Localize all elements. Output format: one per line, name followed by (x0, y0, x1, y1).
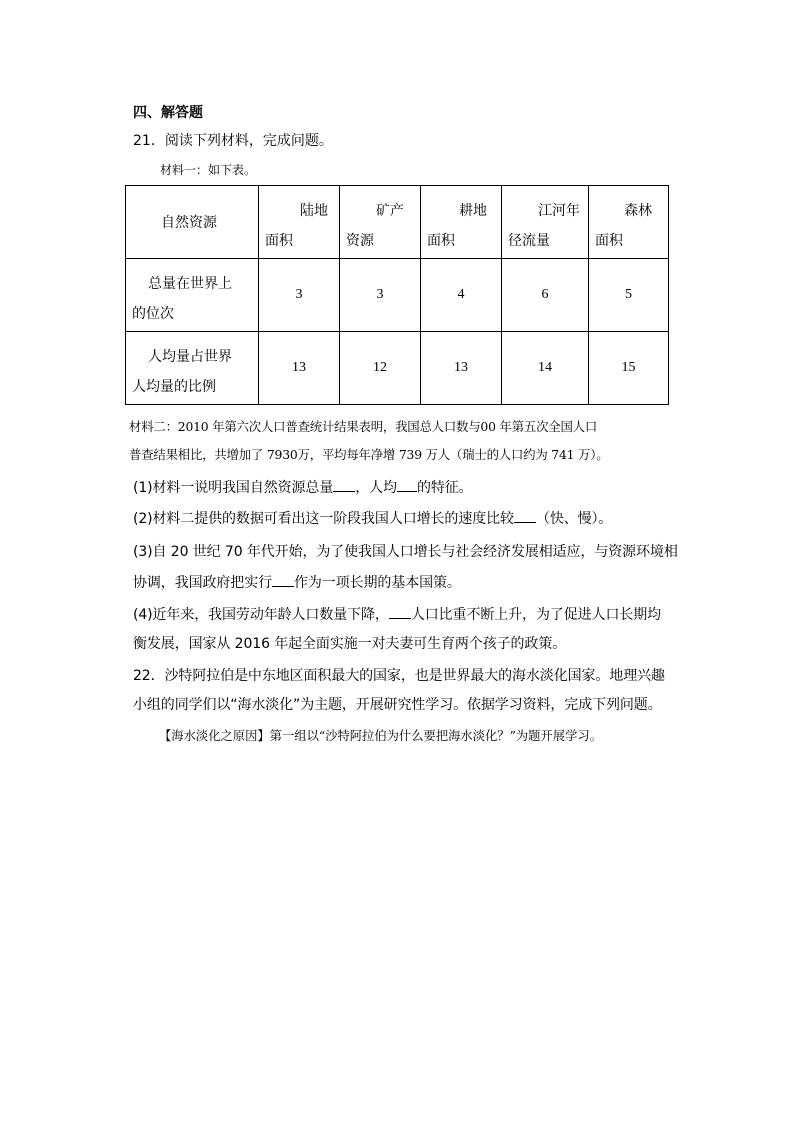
sub-question-4-line-2: 衡发展，国家从 2016 年起全面实施一对夫妻可生育两个孩子的政策。 (133, 636, 567, 652)
table-header-cell: 自然资源 (161, 215, 217, 231)
table-cell: 3 (340, 259, 421, 332)
table-cell: 15 (589, 332, 669, 405)
table-row-label: 人均量占世界 人均量的比例 (132, 349, 232, 395)
material-2-line-1: 材料二：2010 年第六次人口普查统计结果表明，我国总人口数与00 年第五次全国人口 (129, 419, 598, 434)
sub-question-4-line-1: (4)近年来，我国劳动年龄人口数量下降， 人口比重不断上升，为了促进人口长期均 (133, 607, 662, 623)
sub-question-2: (2)材料二提供的数据可看出这一阶段我国人口增长的速度比较 （快、慢）。 (133, 511, 613, 527)
natural-resources-table (125, 185, 669, 405)
table-header-cell: 矿产 资源 (346, 203, 404, 249)
table-cell: 13 (421, 332, 502, 405)
table-header-cell: 陆地 面积 (265, 203, 328, 249)
table-cell: 4 (421, 259, 502, 332)
table-cell: 6 (502, 259, 589, 332)
sub-question-3-line-2: 协调，我国政府把实行 作为一项长期的基本国策。 (133, 575, 461, 591)
question-22-line-2: 小组的同学们以“海水淡化”为主题，开展研究性学习。依据学习资料，完成下列问题。 (133, 697, 662, 713)
table-cell: 14 (502, 332, 589, 405)
table-cell: 5 (589, 259, 669, 332)
table-row (126, 332, 669, 405)
sub-question-3-line-1: (3)自 20 世纪 70 年代开始，为了使我国人口增长与社会经济发展相适应，与资源环境相 (133, 544, 678, 560)
question-22-line-3: 【海水淡化之原因】第一组以“沙特阿拉伯为什么要把海水淡化？”为题开展学习。 (159, 729, 602, 743)
answer-blank[interactable] (272, 573, 294, 587)
table-header-cell: 江河年 径流量 (508, 203, 580, 249)
table-header-row (126, 186, 669, 259)
table-header-cell: 森林 面积 (595, 203, 652, 249)
table-cell: 12 (340, 332, 421, 405)
table-cell: 3 (259, 259, 340, 332)
table-row-label: 总量在世界上 的位次 (132, 276, 232, 322)
answer-blank[interactable] (333, 478, 355, 492)
question-22-line-1: 22．沙特阿拉伯是中东地区面积最大的国家，也是世界最大的海水淡化国家。地理兴趣 (133, 668, 665, 684)
material-1-label: 材料一：如下表。 (160, 163, 257, 177)
answer-blank[interactable] (389, 605, 411, 619)
answer-blank[interactable] (514, 509, 536, 523)
table-header-cell: 耕地 面积 (427, 203, 487, 249)
section-title: 四、解答题 (133, 105, 203, 121)
sub-question-1: (1)材料一说明我国自然资源总量 ，人均 的特征。 (133, 480, 473, 496)
table-cell: 13 (259, 332, 340, 405)
material-2-line-2: 普查结果相比，共增加了 7930万，平均每年净增 739 万人（瑞士的人口约为 741 万）。 (129, 447, 609, 462)
answer-blank[interactable] (397, 478, 417, 492)
question-21-stem: 21．阅读下列材料，完成问题。 (133, 133, 333, 149)
table-row (126, 259, 669, 332)
